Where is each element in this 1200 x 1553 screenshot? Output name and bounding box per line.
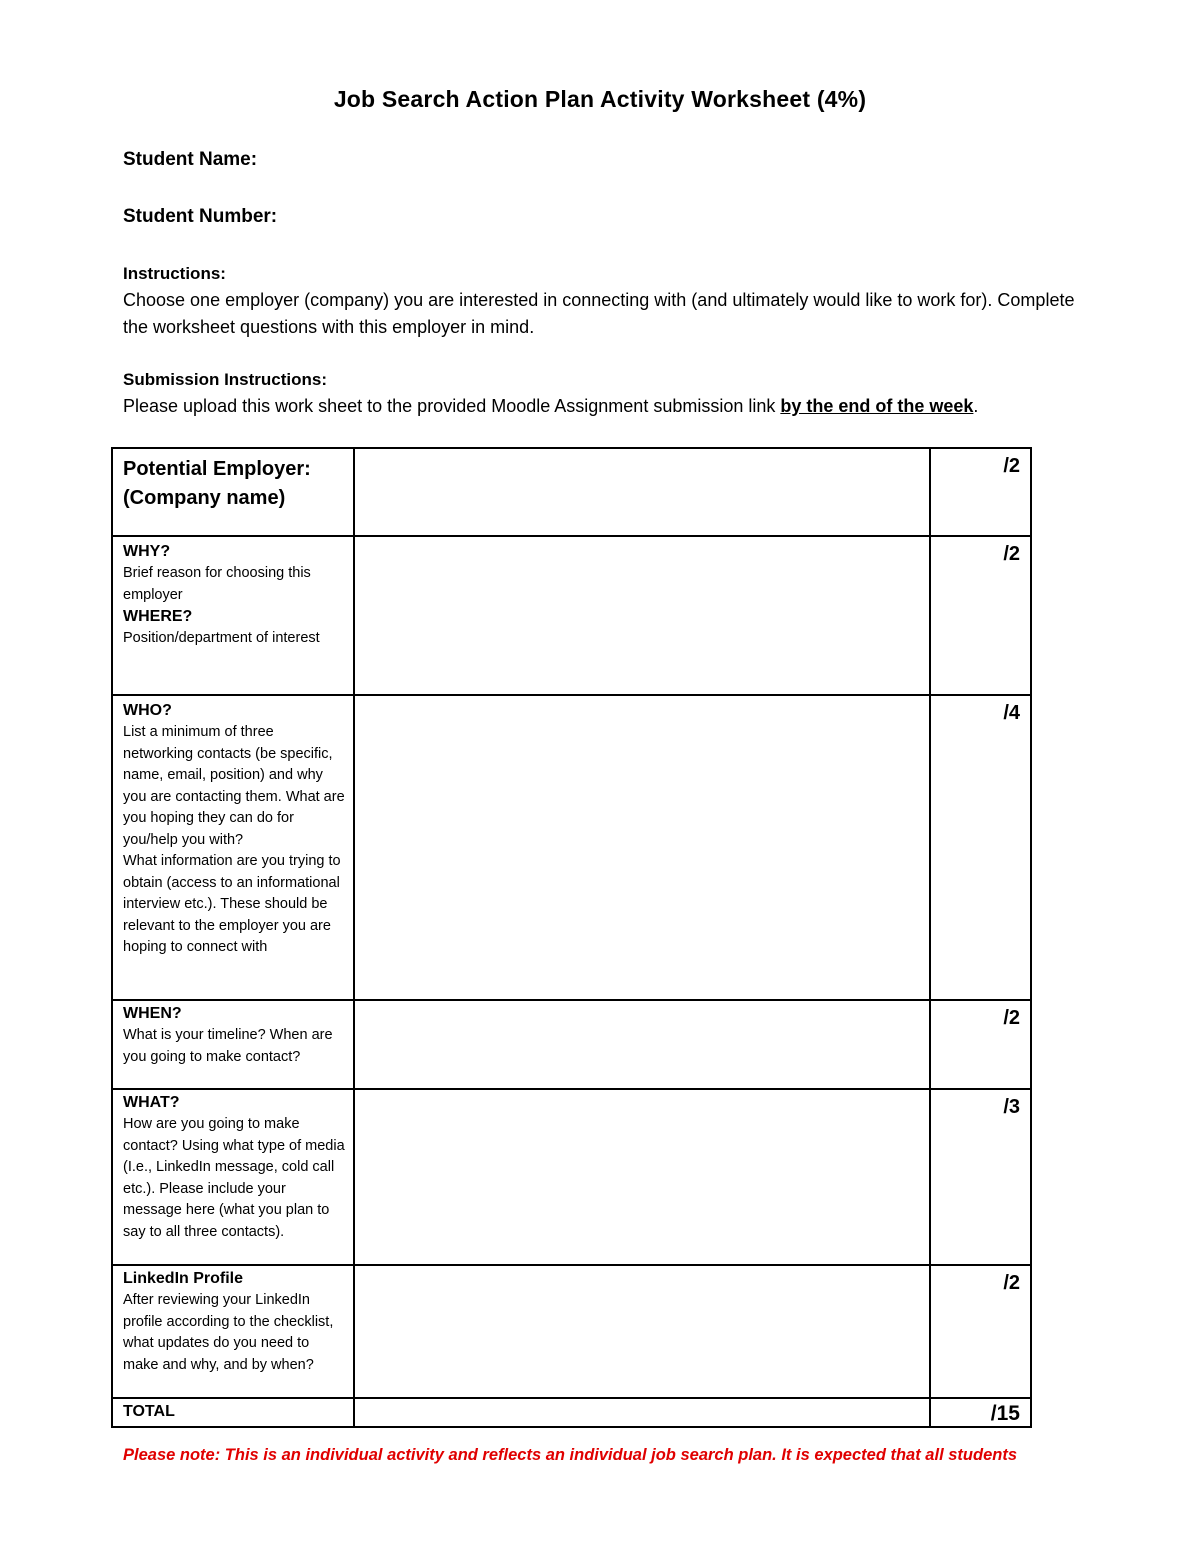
row-label-cell: [112, 1265, 354, 1398]
row-description: How are you going to make contact? Using what type of media (I.e., LinkedIn message, cold call etc.). Please include your message here (what you plan to say to all three contacts).: [123, 1116, 345, 1240]
score-value: /4: [1003, 702, 1020, 724]
score-cell: [930, 448, 1031, 536]
row-description: List a minimum of three networking contacts (be specific, name, email, position) and why you are contacting them. What are you hoping they can do for you/help you with?: [123, 724, 345, 848]
score-cell: [930, 1265, 1031, 1398]
student-name-label: Student Name:: [123, 149, 258, 170]
row-heading: WHAT?: [123, 1094, 180, 1111]
row-description: What is your timeline? When are you going to make contact?: [123, 1027, 333, 1065]
score-cell: [930, 695, 1031, 1000]
row-heading: Potential Employer: (Company name): [123, 458, 311, 509]
score-cell: [930, 1089, 1031, 1265]
score-value: /2: [1003, 455, 1020, 477]
row-description: What information are you trying to obtain (access to an informational interview etc.). These should be relevant to the employer you are hoping to connect with: [123, 853, 341, 955]
score-value: /2: [1003, 1007, 1020, 1029]
row-description: Brief reason for choosing this employer: [123, 565, 311, 603]
total-label: TOTAL: [123, 1403, 175, 1420]
table-row: [112, 1089, 1031, 1265]
individual-activity-note: Please note: This is an individual activity and reflects an individual job search plan. It is expected that all students: [123, 1446, 1017, 1464]
score-value: /2: [1003, 543, 1020, 565]
row-label-cell: [112, 448, 354, 536]
answer-cell[interactable]: [354, 448, 930, 536]
score-value: /3: [1003, 1096, 1020, 1118]
row-label-cell: [112, 536, 354, 695]
student-number-label: Student Number:: [123, 206, 278, 227]
answer-cell[interactable]: [354, 695, 930, 1000]
answer-cell[interactable]: [354, 1089, 930, 1265]
submission-heading: Submission Instructions:: [123, 370, 328, 389]
table-row: [112, 536, 1031, 695]
total-label-cell: [112, 1398, 354, 1427]
page-title: Job Search Action Plan Activity Worksheet (4%): [333, 86, 867, 112]
score-value: /2: [1003, 1272, 1020, 1294]
row-label-cell: [112, 1000, 354, 1089]
score-cell: [930, 1000, 1031, 1089]
table-row: [112, 1000, 1031, 1089]
row-label-cell: [112, 1089, 354, 1265]
row-heading: WHY?: [123, 543, 171, 560]
row-description: Position/department of interest: [123, 630, 320, 646]
answer-cell[interactable]: [354, 1000, 930, 1089]
total-score-value: /15: [990, 1402, 1020, 1425]
answer-cell[interactable]: [354, 1265, 930, 1398]
instructions-heading: Instructions:: [123, 264, 226, 283]
row-heading: LinkedIn Profile: [123, 1270, 244, 1287]
submission-deadline: by the end of the week: [780, 396, 974, 416]
table-row: [112, 448, 1031, 536]
score-cell: [930, 536, 1031, 695]
instructions-text: Choose one employer (company) you are interested in connecting with (and ultimately would like to work for). Complete the worksheet questions with this employer in mind.: [123, 290, 1075, 337]
table-row: [112, 1265, 1031, 1398]
submission-text: [123, 393, 1083, 420]
row-description: After reviewing your LinkedIn profile according to the checklist, what updates do you need to make and why, and by when?: [123, 1292, 334, 1373]
action-plan-table: [111, 447, 1032, 1428]
total-answer-cell[interactable]: [354, 1398, 930, 1427]
submission-text-start: Please upload this work sheet to the provided Moodle Assignment submission link: [123, 396, 781, 416]
answer-cell[interactable]: [354, 536, 930, 695]
total-score-cell: [930, 1398, 1031, 1427]
submission-text-end: .: [973, 396, 979, 416]
total-row: [112, 1398, 1031, 1427]
row-heading: WHEN?: [123, 1005, 182, 1022]
row-label-cell: [112, 695, 354, 1000]
table-row: [112, 695, 1031, 1000]
row-heading: WHO?: [123, 702, 172, 719]
row-heading: WHERE?: [123, 608, 193, 625]
